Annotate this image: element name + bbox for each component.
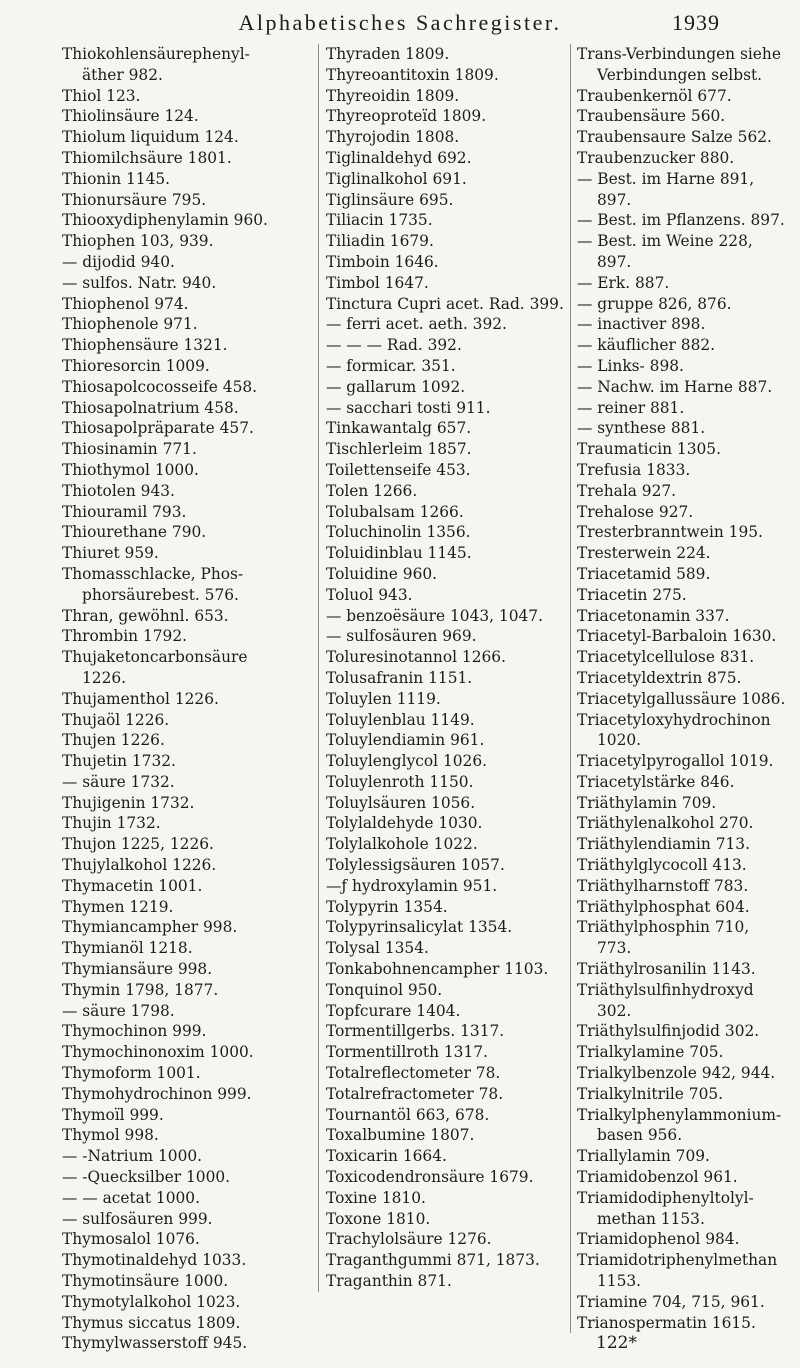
index-entry: Triäthylphosphin 710, 773. xyxy=(577,918,755,958)
index-entry: Trehala 927. xyxy=(577,481,677,500)
index-entry: — sulfosäuren 999. xyxy=(62,1209,213,1228)
index-entry: Tolylaldehyde 1030. xyxy=(326,814,483,833)
index-entry: Toxalbumine 1807. xyxy=(326,1126,475,1145)
index-column-3 xyxy=(570,44,787,1333)
index-entry: — Erk. 887. xyxy=(577,273,670,292)
index-entry: Thymochinonoxim 1000. xyxy=(62,1043,254,1062)
index-entry: Tresterwein 224. xyxy=(577,544,711,563)
index-entry: Triäthylglycocoll 413. xyxy=(577,856,747,875)
index-entry: Triallylamin 709. xyxy=(577,1147,710,1166)
index-entry: Trans-Verbindungen siehe Verbindungen selbst. xyxy=(577,45,786,84)
index-entry: —ƒ hydroxylamin 951. xyxy=(326,876,498,895)
index-entry: Thymol 998. xyxy=(62,1126,159,1145)
index-entry: Totalreflectometer 78. xyxy=(326,1064,501,1083)
index-entry: Thyraden 1809. xyxy=(326,45,450,63)
index-entry: Tinctura Cupri acet. Rad. 399. xyxy=(326,294,564,313)
index-entry: Traumaticin 1305. xyxy=(577,440,721,459)
index-entry: Thymen 1219. xyxy=(62,897,174,916)
index-entry: Thymylwasserstoff 945. xyxy=(62,1334,248,1353)
index-entry: — — — Rad. 392. xyxy=(326,336,462,355)
index-entry: Thujen 1226. xyxy=(62,731,165,750)
index-column-2 xyxy=(318,44,584,1292)
index-entry: Timboin 1646. xyxy=(326,252,439,271)
index-entry: Tolylessigsäuren 1057. xyxy=(326,856,505,875)
index-entry: Thymochinon 999. xyxy=(62,1022,207,1041)
index-entry: Triacetonamin 337. xyxy=(577,606,730,625)
index-entry: Toluresinotannol 1266. xyxy=(326,648,506,667)
index-entry: Toluylendiamin 961. xyxy=(326,731,485,750)
index-entry: Thymotinsäure 1000. xyxy=(62,1272,229,1291)
index-entry: Toilettenseife 453. xyxy=(326,460,471,479)
index-entry: Triäthylsulfinhydroxyd 302. xyxy=(577,980,759,1020)
index-entry: Triacetin 275. xyxy=(577,585,687,604)
index-entry: Thiuret 959. xyxy=(62,544,159,563)
index-entry: Thujaöl 1226. xyxy=(62,710,170,729)
index-entry: Thujetin 1732. xyxy=(62,752,176,771)
index-entry: Thiooxydiphenylamin 960. xyxy=(62,211,268,230)
index-entry: — inactiver 898. xyxy=(577,315,706,334)
index-entry: — reiner 881. xyxy=(577,398,685,417)
index-entry: Thomasschlacke, Phos-phorsäurebest. 576. xyxy=(62,564,244,604)
index-entry: Trialkylnitrile 705. xyxy=(577,1084,724,1103)
index-entry: — sulfosäuren 969. xyxy=(326,627,477,646)
index-entry: Tolubalsam 1266. xyxy=(326,502,464,521)
index-entry: — käuflicher 882. xyxy=(577,336,716,355)
index-entry: Triäthylphosphat 604. xyxy=(577,897,750,916)
index-entry: Toxine 1810. xyxy=(326,1188,426,1207)
index-entry: Trialkylphenylammonium-basen 956. xyxy=(577,1105,782,1145)
index-entry: — Nachw. im Harne 887. xyxy=(577,377,773,396)
index-entry: Thionursäure 795. xyxy=(62,190,207,209)
index-entry: Thiophen 103, 939. xyxy=(62,232,214,251)
index-column-1 xyxy=(62,44,272,1354)
index-entry: Thujigenin 1732. xyxy=(62,793,195,812)
index-entry: Trehalose 927. xyxy=(577,502,694,521)
index-entry: Tresterbranntwein 195. xyxy=(577,523,763,542)
index-entry: Trefusia 1833. xyxy=(577,460,691,479)
index-entry: Toluylenroth 1150. xyxy=(326,772,474,791)
index-entry: Triäthylrosanilin 1143. xyxy=(577,960,756,979)
index-entry: Trachylolsäure 1276. xyxy=(326,1230,492,1249)
index-entry: Tiglinaldehyd 692. xyxy=(326,148,472,167)
index-entry: — -Natrium 1000. xyxy=(62,1147,203,1166)
index-entry: Trialkylbenzole 942, 944. xyxy=(577,1064,776,1083)
index-entry: — -Quecksilber 1000. xyxy=(62,1168,231,1187)
index-entry: — sacchari tosti 911. xyxy=(326,398,491,417)
index-entry: — sulfos. Natr. 940. xyxy=(62,273,217,292)
index-entry: Thymiansäure 998. xyxy=(62,960,213,979)
index-entry: Triamidobenzol 961. xyxy=(577,1168,738,1187)
index-entry: Thiophensäure 1321. xyxy=(62,336,228,355)
index-entry: Toluchinolin 1356. xyxy=(326,523,471,542)
index-entry: Tournantöl 663, 678. xyxy=(326,1105,490,1124)
index-entry: Thiolum liquidum 124. xyxy=(62,128,239,147)
index-entry: Tiliacin 1735. xyxy=(326,211,433,230)
index-entry: Thiothymol 1000. xyxy=(62,460,199,479)
index-entry: Topfcurare 1404. xyxy=(326,1001,461,1020)
index-entry: Toluidinblau 1145. xyxy=(326,544,472,563)
index-entry: Triacetyl-Barbaloin 1630. xyxy=(577,627,777,646)
index-entry: — benzoësäure 1043, 1047. xyxy=(326,606,543,625)
index-entry: Toluylenglycol 1026. xyxy=(326,752,488,771)
index-entry: — — acetat 1000. xyxy=(62,1188,200,1207)
index-entry: Thiolinsäure 124. xyxy=(62,107,199,126)
index-entry: Thiokohlensäurephenyl-äther 982. xyxy=(62,45,250,84)
page-header xyxy=(0,6,800,46)
page-title: Alphabetisches Sachregister. xyxy=(238,10,562,35)
index-entry: Tolypyrin 1354. xyxy=(326,897,448,916)
index-entry: Triacetyloxyhydrochinon 1020. xyxy=(577,710,776,750)
index-entry: Thujon 1225, 1226. xyxy=(62,835,214,854)
index-entry: Tolen 1266. xyxy=(326,481,418,500)
index-entry: Tolypyrinsalicylat 1354. xyxy=(326,918,513,937)
index-entry: Tonkabohnencampher 1103. xyxy=(326,960,549,979)
index-entry: Triäthylendiamin 713. xyxy=(577,835,750,854)
index-entry: Triäthylenalkohol 270. xyxy=(577,814,754,833)
index-entry: Tinkawantalg 657. xyxy=(326,419,472,438)
index-entry: Thymiancampher 998. xyxy=(62,918,238,937)
index-entry: Thiophenol 974. xyxy=(62,294,189,313)
index-entry: Tolylalkohole 1022. xyxy=(326,835,478,854)
sheet-signature: 122* xyxy=(596,1333,637,1353)
index-entry: Thujylalkohol 1226. xyxy=(62,856,217,875)
index-entry: — synthese 881. xyxy=(577,419,706,438)
index-entry: Thiosapolpräparate 457. xyxy=(62,419,254,438)
index-entry: Thyrojodin 1808. xyxy=(326,128,460,147)
index-entry: Traubensäure 560. xyxy=(577,107,726,126)
index-entry: Tormentillgerbs. 1317. xyxy=(326,1022,505,1041)
page-number: 1939 xyxy=(672,10,720,35)
index-entry: Triamidophenol 984. xyxy=(577,1230,740,1249)
index-entry: Thran, gewöhnl. 653. xyxy=(62,606,229,625)
index-entry: — Best. im Pflanzens. 897. xyxy=(577,211,785,230)
index-entry: Totalrefractometer 78. xyxy=(326,1084,504,1103)
index-entry: Thyreoproteïd 1809. xyxy=(326,107,487,126)
index-entry: Thiosinamin 771. xyxy=(62,440,197,459)
index-entry: Toluylsäuren 1056. xyxy=(326,793,476,812)
index-entry: Thyreoidin 1809. xyxy=(326,86,460,105)
index-entry: Traganthin 871. xyxy=(326,1272,452,1291)
index-entry: Thymus siccatus 1809. xyxy=(62,1313,241,1332)
index-entry: Tiglinalkohol 691. xyxy=(326,169,467,188)
index-entry: Traubenkernöl 677. xyxy=(577,86,732,105)
index-entry: Tiglinsäure 695. xyxy=(326,190,454,209)
index-entry: Toxicodendronsäure 1679. xyxy=(326,1168,534,1187)
index-entry: Toluylenblau 1149. xyxy=(326,710,475,729)
index-entry: Thymosalol 1076. xyxy=(62,1230,200,1249)
index-entry: — säure 1798. xyxy=(62,1001,175,1020)
index-entry: Triacetamid 589. xyxy=(577,564,711,583)
index-entry: — dijodid 940. xyxy=(62,252,175,271)
index-entry: Thymianöl 1218. xyxy=(62,939,193,958)
index-entry: Thionin 1145. xyxy=(62,169,171,188)
index-entry: Traganthgummi 871, 1873. xyxy=(326,1251,540,1270)
index-entry: Tolusafranin 1151. xyxy=(326,668,473,687)
index-entry: Toluol 943. xyxy=(326,585,413,604)
index-entry: Thymoïl 999. xyxy=(62,1105,164,1124)
index-entry: — Links- 898. xyxy=(577,356,684,375)
index-entry: Thujaketoncarbonsäure 1226. xyxy=(62,648,253,687)
index-entry: Tormentillroth 1317. xyxy=(326,1043,488,1062)
index-entry: Thymacetin 1001. xyxy=(62,876,203,895)
index-entry: Triacetylpyrogallol 1019. xyxy=(577,752,774,771)
index-entry: — Best. im Weine 228, 897. xyxy=(577,232,758,271)
index-entry: Thujin 1732. xyxy=(62,814,161,833)
index-entry: Thymotinaldehyd 1033. xyxy=(62,1251,247,1270)
index-entry: — formicar. 351. xyxy=(326,356,456,375)
index-entry: Thiouramil 793. xyxy=(62,502,187,521)
index-entry: Triacetylgallussäure 1086. xyxy=(577,689,786,708)
index-entry: Thujamenthol 1226. xyxy=(62,689,219,708)
index-entry: Thymin 1798, 1877. xyxy=(62,980,219,999)
index-entry: Triäthylamin 709. xyxy=(577,793,717,812)
index-entry: Thiol 123. xyxy=(62,86,141,105)
index-entry: Triäthylharnstoff 783. xyxy=(577,876,749,895)
index-entry: Thiosapolnatrium 458. xyxy=(62,398,239,417)
index-entry: Thioresorcin 1009. xyxy=(62,356,210,375)
index-entry: Traubenzucker 880. xyxy=(577,148,735,167)
index-entry: Timbol 1647. xyxy=(326,273,429,292)
index-entry: Triamidotriphenylmethan 1153. xyxy=(577,1251,783,1291)
index-entry: — säure 1732. xyxy=(62,772,175,791)
index-entry: Thymotylalkohol 1023. xyxy=(62,1292,241,1311)
index-entry: Thymohydrochinon 999. xyxy=(62,1084,252,1103)
index-entry: Thymoform 1001. xyxy=(62,1064,201,1083)
index-entry: Thrombin 1792. xyxy=(62,627,188,646)
index-entry: — ferri acet. aeth. 392. xyxy=(326,315,507,334)
index-entry: Triamidodiphenyltolyl-methan 1153. xyxy=(577,1188,754,1228)
index-entry: Thiosapolcocosseife 458. xyxy=(62,377,258,396)
index-entry: Triacetylstärke 846. xyxy=(577,772,735,791)
index-entry: Toxone 1810. xyxy=(326,1209,431,1228)
index-entry: Toxicarin 1664. xyxy=(326,1147,447,1166)
index-entry: Toluylen 1119. xyxy=(326,689,441,708)
index-entry: Thiophenole 971. xyxy=(62,315,198,334)
index-entry: Thiourethane 790. xyxy=(62,523,207,542)
index-entry: Tolysal 1354. xyxy=(326,939,429,958)
index-entry: Tonquinol 950. xyxy=(326,980,443,999)
index-entry: Trianospermatin 1615. xyxy=(577,1313,756,1332)
index-entry: Thiomilchsäure 1801. xyxy=(62,148,232,167)
index-entry: Trialkylamine 705. xyxy=(577,1043,724,1062)
index-entry: — Best. im Harne 891, 897. xyxy=(577,169,760,209)
index-entry: — gallarum 1092. xyxy=(326,377,466,396)
index-entry: Triamine 704, 715, 961. xyxy=(577,1292,765,1311)
index-entry: Traubensaure Salze 562. xyxy=(577,128,772,147)
index-entry: Triäthylsulfinjodid 302. xyxy=(577,1022,760,1041)
index-entry: — gruppe 826, 876. xyxy=(577,294,732,313)
index-entry: Thyreoantitoxin 1809. xyxy=(326,65,499,84)
index-entry: Triacetyldextrin 875. xyxy=(577,668,742,687)
index-entry: Tiliadin 1679. xyxy=(326,232,434,251)
index-entry: Thiotolen 943. xyxy=(62,481,175,500)
index-entry: Tischlerleim 1857. xyxy=(326,440,472,459)
index-entry: Toluidine 960. xyxy=(326,564,438,583)
index-entry: Triacetylcellulose 831. xyxy=(577,648,755,667)
